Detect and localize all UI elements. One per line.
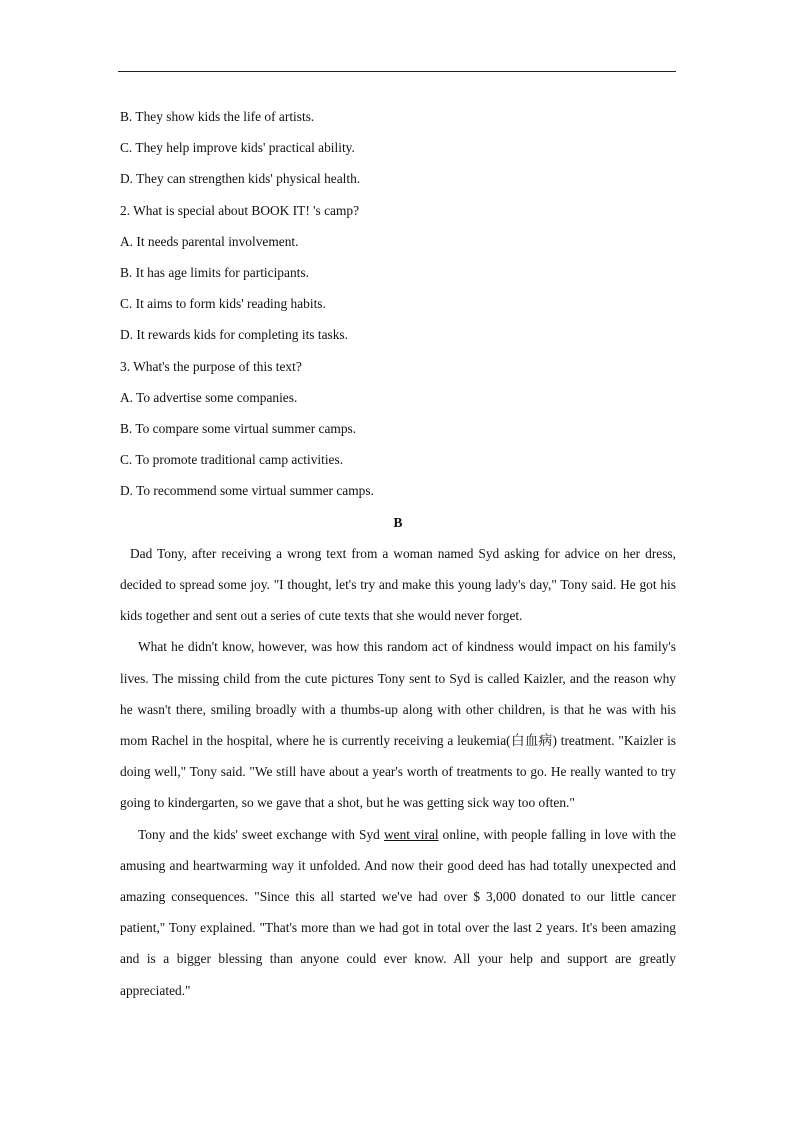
q3-option-a: A. To advertise some companies. xyxy=(120,389,298,405)
q2-option-a: A. It needs parental involvement. xyxy=(120,233,299,249)
passage-paragraph-1: Dad Tony, after receiving a wrong text from a woman named Syd asking for advice on her dress, decided to spread some joy. "I thought, let's try and make this young lady's day," Tony said. He got his kids together and sent out a series of cute texts that she would never forget. xyxy=(120,545,676,624)
q1-option-c: C. They help improve kids' practical ability. xyxy=(120,140,355,156)
q1-option-b: B. They show kids the life of artists. xyxy=(120,109,315,124)
passage-paragraph-2: What he didn't know, however, was how this random act of kindness would impact on his family's lives. The missing child from the cute pictures Tony sent to Syd is called Kaizler, and the reason why he wasn't there, smiling broadly with a thumbs-up along with other children, is that he was with his mom Rachel in the hospital, where he is currently receiving a leukemia(白血病) treatment. "Kaizler is doing well," Tony said. "We still have about a year's worth of treatments to go. He really wanted to try going to kindergarten, so we gave that a shot, but he was getting sick way too often." xyxy=(120,639,676,811)
passage-paragraph-3-start: Tony and the kids' sweet exchange with Syd xyxy=(138,826,384,842)
passage-paragraph-3 xyxy=(120,819,676,1006)
q2-option-d: D. It rewards kids for completing its tasks. xyxy=(120,327,348,343)
q3-option-b: B. To compare some virtual summer camps. xyxy=(120,421,357,437)
passage-paragraph-3-end: online, with people falling in love with the amusing and heartwarming way it unfolded. And now their good deed has had totally unexpected and amazing consequences. "Since this all started we've had over $ 3,000 donated to our little cancer patient," Tony explained. "That's more than we had got in total over the last 2 years. It's been amazing and is a bigger blessing than anyone could ever know. All your help and support are greatly appreciated." xyxy=(120,826,676,998)
section-b-title: B xyxy=(393,514,403,530)
q1-option-d: D. They can strengthen kids' physical health. xyxy=(120,171,361,187)
page-content xyxy=(120,101,676,1006)
q2-question: 2. What is special about BOOK IT! 's camp? xyxy=(120,202,360,218)
q3-question: 3. What's the purpose of this text? xyxy=(120,358,302,374)
q2-option-b: B. It has age limits for participants. xyxy=(120,265,309,281)
q2-option-c: C. It aims to form kids' reading habits. xyxy=(120,296,326,312)
q3-option-d: D. To recommend some virtual summer camps. xyxy=(120,483,374,499)
underlined-phrase-went-viral: went viral xyxy=(383,826,439,842)
q3-option-c: C. To promote traditional camp activities. xyxy=(120,452,344,468)
header-rule xyxy=(118,71,676,72)
